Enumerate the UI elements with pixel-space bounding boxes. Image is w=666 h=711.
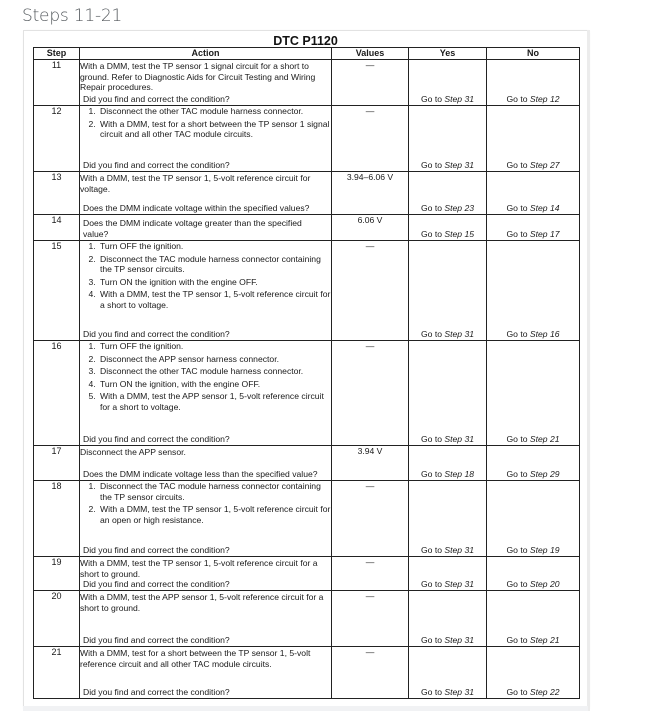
goto-prefix: Go to — [506, 229, 528, 239]
yes-goto-link — [409, 203, 486, 213]
action-cell — [80, 215, 332, 241]
action-question: Does the DMM indicate voltage within the specified values? — [83, 202, 310, 213]
no-goto-link — [487, 687, 579, 697]
goto-step-ref: Step 21 — [529, 635, 560, 645]
goto-prefix: Go to — [420, 229, 442, 239]
goto-prefix: Go to — [506, 545, 528, 555]
action-list-item: 1. Disconnect the other TAC module harness connector. — [98, 106, 331, 117]
no-cell — [487, 647, 580, 699]
no-cell — [487, 106, 580, 172]
table-row — [34, 446, 580, 481]
goto-step-ref: Step 21 — [529, 434, 560, 444]
action-cell — [80, 591, 332, 647]
values-cell — [332, 172, 409, 215]
step-number: 13 — [34, 172, 80, 215]
action-list-item: 5. With a DMM, test the APP sensor 1, 5-volt reference circuit for a short to voltage. — [98, 391, 331, 412]
action-cell — [80, 481, 332, 557]
no-cell — [487, 481, 580, 557]
goto-step-ref: Step 22 — [529, 687, 560, 697]
goto-step-ref: Step 18 — [444, 469, 475, 479]
goto-prefix: Go to — [420, 635, 442, 645]
table-row — [34, 591, 580, 647]
yes-cell — [409, 241, 487, 341]
action-list-item: 2. Disconnect the APP sensor harness connector. — [98, 354, 331, 365]
yes-goto-link — [409, 545, 486, 555]
values-cell — [332, 215, 409, 241]
value-text: — — [365, 647, 375, 657]
goto-step-ref: Step 16 — [529, 329, 560, 339]
table-row — [34, 215, 580, 241]
table-row — [34, 557, 580, 591]
no-goto-link — [487, 579, 579, 589]
action-list-item: 4. Turn ON the ignition, with the engine OFF. — [98, 379, 331, 390]
no-goto-link — [487, 434, 579, 444]
goto-step-ref: Step 15 — [444, 229, 475, 239]
step-number: 20 — [34, 591, 80, 647]
diagnostic-steps-table — [33, 47, 580, 699]
goto-step-ref: Step 17 — [529, 229, 560, 239]
action-question: Does the DMM indicate voltage greater than the specified value? — [83, 218, 302, 239]
yes-cell — [409, 446, 487, 481]
goto-prefix: Go to — [420, 329, 442, 339]
values-cell — [332, 446, 409, 481]
action-text: With a DMM, test for a short between the TP sensor 1, 5-volt reference circuit and all other TAC module circuits. — [80, 648, 311, 669]
yes-goto-link — [409, 469, 486, 479]
goto-prefix: Go to — [506, 329, 528, 339]
no-goto-link — [487, 203, 579, 213]
frame-shadow-right — [587, 30, 590, 711]
header-action: Action — [80, 48, 332, 60]
value-text: 6.06 V — [357, 215, 383, 225]
step-number: 19 — [34, 557, 80, 591]
action-question: Did you find and correct the condition? — [83, 93, 230, 104]
goto-prefix: Go to — [506, 579, 528, 589]
goto-prefix: Go to — [506, 635, 528, 645]
goto-step-ref: Step 29 — [529, 469, 560, 479]
no-cell — [487, 60, 580, 106]
table-row — [34, 106, 580, 172]
goto-step-ref: Step 31 — [444, 545, 475, 555]
value-text: — — [365, 557, 375, 567]
value-text: — — [365, 60, 375, 70]
yes-cell — [409, 557, 487, 591]
yes-goto-link — [409, 579, 486, 589]
action-question: Did you find and correct the condition? — [83, 328, 230, 339]
values-cell — [332, 341, 409, 446]
action-list-item: 2. Disconnect the TAC module harness connector containing the TP sensor circuits. — [98, 254, 331, 275]
goto-prefix: Go to — [420, 687, 442, 697]
goto-step-ref: Step 31 — [444, 434, 475, 444]
goto-step-ref: Step 20 — [529, 579, 560, 589]
action-question: Did you find and correct the condition? — [83, 433, 230, 444]
action-text: With a DMM, test the TP sensor 1, 5-volt reference circuit for voltage. — [80, 173, 311, 194]
goto-prefix: Go to — [506, 203, 528, 213]
yes-cell — [409, 106, 487, 172]
action-list-item: 2. With a DMM, test for a short between the TP sensor 1 signal circuit and all other TAC module circuits. — [98, 119, 331, 140]
goto-step-ref: Step 31 — [444, 579, 475, 589]
goto-prefix: Go to — [506, 160, 528, 170]
yes-goto-link — [409, 94, 486, 104]
yes-cell — [409, 481, 487, 557]
action-list-item: 3. Turn ON the ignition with the engine OFF. — [98, 277, 331, 288]
action-question: Did you find and correct the condition? — [83, 544, 230, 555]
header-yes: Yes — [409, 48, 487, 60]
action-list-item: 1. Turn OFF the ignition. — [98, 241, 331, 252]
action-cell — [80, 446, 332, 481]
action-list — [80, 106, 331, 140]
value-text: — — [365, 481, 375, 491]
header-values: Values — [332, 48, 409, 60]
goto-step-ref: Step 31 — [444, 329, 475, 339]
step-number: 12 — [34, 106, 80, 172]
action-list — [80, 481, 331, 525]
goto-prefix: Go to — [420, 160, 442, 170]
yes-goto-link — [409, 329, 486, 339]
step-number: 14 — [34, 215, 80, 241]
no-cell — [487, 446, 580, 481]
values-cell — [332, 481, 409, 557]
no-goto-link — [487, 160, 579, 170]
step-number: 21 — [34, 647, 80, 699]
yes-cell — [409, 647, 487, 699]
header-no: No — [487, 48, 580, 60]
goto-prefix: Go to — [506, 434, 528, 444]
no-cell — [487, 215, 580, 241]
table-row — [34, 481, 580, 557]
value-text: — — [365, 591, 375, 601]
goto-prefix: Go to — [420, 579, 442, 589]
action-list — [80, 241, 331, 310]
step-number: 18 — [34, 481, 80, 557]
action-text: With a DMM, test the APP sensor 1, 5-volt reference circuit for a short to ground. — [80, 592, 324, 613]
action-list-item: 3. Disconnect the other TAC module harness connector. — [98, 366, 331, 377]
frame-shadow-bottom — [23, 706, 588, 711]
goto-step-ref: Step 23 — [444, 203, 475, 213]
value-text: 3.94 V — [357, 446, 383, 456]
action-cell — [80, 241, 332, 341]
yes-goto-link — [409, 687, 486, 697]
value-text: 3.94–6.06 V — [346, 172, 394, 182]
yes-goto-link — [409, 434, 486, 444]
action-text: Disconnect the APP sensor. — [80, 447, 186, 457]
action-cell — [80, 60, 332, 106]
goto-step-ref: Step 14 — [529, 203, 560, 213]
values-cell — [332, 591, 409, 647]
goto-step-ref: Step 31 — [444, 687, 475, 697]
action-question: Does the DMM indicate voltage less than the specified value? — [83, 468, 318, 479]
table-row — [34, 647, 580, 699]
table-row — [34, 172, 580, 215]
yes-cell — [409, 172, 487, 215]
values-cell — [332, 60, 409, 106]
table-header-row — [34, 48, 580, 60]
header-step: Step — [34, 48, 80, 60]
page-title: Steps 11-21 — [22, 6, 123, 26]
goto-prefix: Go to — [506, 469, 528, 479]
table-row — [34, 60, 580, 106]
values-cell — [332, 106, 409, 172]
yes-goto-link — [409, 229, 486, 239]
values-cell — [332, 647, 409, 699]
no-cell — [487, 341, 580, 446]
no-cell — [487, 172, 580, 215]
yes-cell — [409, 60, 487, 106]
action-list-item: 4. With a DMM, test the TP sensor 1, 5-volt reference circuit for a short to voltage. — [98, 289, 331, 310]
action-list-item: 1. Turn OFF the ignition. — [98, 341, 331, 352]
no-goto-link — [487, 229, 579, 239]
goto-step-ref: Step 31 — [444, 160, 475, 170]
yes-goto-link — [409, 635, 486, 645]
goto-prefix: Go to — [506, 94, 528, 104]
goto-prefix: Go to — [420, 94, 442, 104]
value-text: — — [365, 106, 375, 116]
goto-step-ref: Step 27 — [529, 160, 560, 170]
goto-step-ref: Step 19 — [529, 545, 560, 555]
action-cell — [80, 647, 332, 699]
action-cell — [80, 341, 332, 446]
step-number: 15 — [34, 241, 80, 341]
no-cell — [487, 241, 580, 341]
goto-prefix: Go to — [420, 469, 442, 479]
values-cell — [332, 557, 409, 591]
no-cell — [487, 557, 580, 591]
action-text: With a DMM, test the TP sensor 1 signal circuit for a short to ground. Refer to Diagnostic Aids for Circuit Testing and Wiring Repair procedures. — [80, 61, 316, 92]
no-goto-link — [487, 329, 579, 339]
action-question: Did you find and correct the condition? — [83, 634, 230, 645]
step-number: 11 — [34, 60, 80, 106]
action-text: With a DMM, test the TP sensor 1, 5-volt reference circuit for a short to ground. — [80, 558, 318, 579]
no-goto-link — [487, 469, 579, 479]
goto-step-ref: Step 31 — [444, 635, 475, 645]
yes-goto-link — [409, 160, 486, 170]
action-question: Did you find and correct the condition? — [83, 159, 230, 170]
no-goto-link — [487, 545, 579, 555]
table-row — [34, 241, 580, 341]
goto-prefix: Go to — [420, 545, 442, 555]
action-list-item: 2. With a DMM, test the TP sensor 1, 5-volt reference circuit for an open or high resistance. — [98, 504, 331, 525]
action-cell — [80, 106, 332, 172]
goto-prefix: Go to — [420, 434, 442, 444]
goto-prefix: Go to — [420, 203, 442, 213]
values-cell — [332, 241, 409, 341]
action-cell — [80, 557, 332, 591]
yes-cell — [409, 341, 487, 446]
step-number: 16 — [34, 341, 80, 446]
table-row — [34, 341, 580, 446]
goto-step-ref: Step 12 — [529, 94, 560, 104]
action-list — [80, 341, 331, 412]
goto-prefix: Go to — [506, 687, 528, 697]
value-text: — — [365, 241, 375, 251]
goto-step-ref: Step 31 — [444, 94, 475, 104]
action-list-item: 1. Disconnect the TAC module harness connector containing the TP sensor circuits. — [98, 481, 331, 502]
step-number: 17 — [34, 446, 80, 481]
dtc-title: DTC P1120 — [273, 34, 338, 48]
value-text: — — [365, 341, 375, 351]
action-question: Did you find and correct the condition? — [83, 686, 230, 697]
yes-cell — [409, 591, 487, 647]
action-cell — [80, 172, 332, 215]
action-question: Did you find and correct the condition? — [83, 578, 230, 589]
no-goto-link — [487, 94, 579, 104]
yes-cell — [409, 215, 487, 241]
no-cell — [487, 591, 580, 647]
no-goto-link — [487, 635, 579, 645]
